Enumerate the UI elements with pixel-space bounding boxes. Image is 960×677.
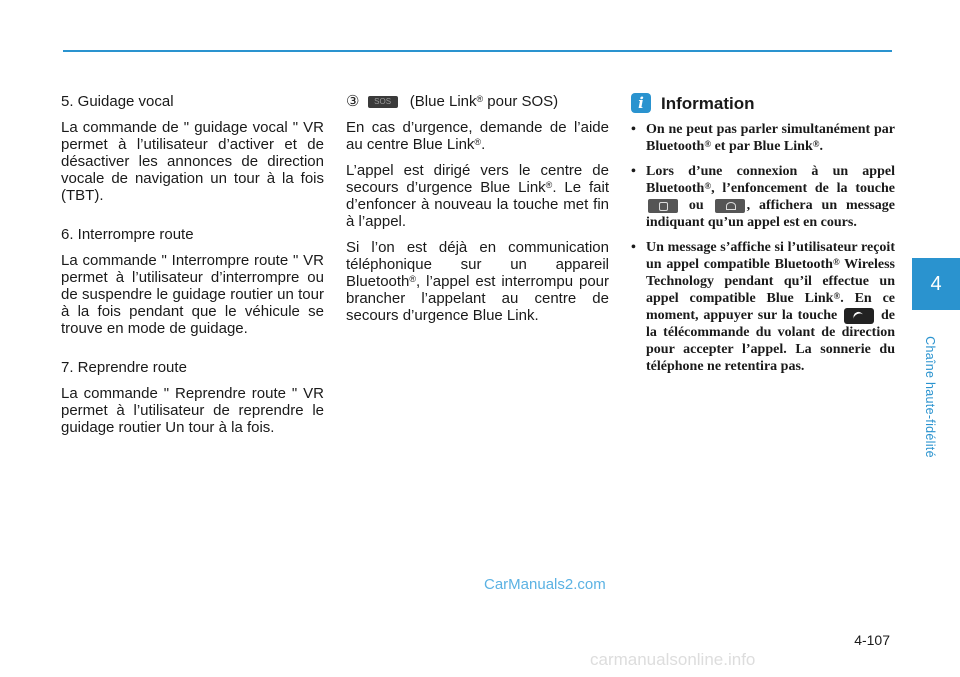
section-body-reprendre-route: La commande " Reprendre route " VR permet à l’utilisateur de reprendre le guidage routier Un tour à la fois.: [61, 385, 324, 436]
list-item: • Lors d’une connexion à un appel Bluetooth®, l’enfoncement de la touche ou , affichera un message indiquant qu’un appel est en cours.: [631, 163, 895, 231]
section-title-guidage-vocal: 5. Guidage vocal: [61, 93, 174, 110]
section-body-guidage-vocal: La commande de " guidage vocal " VR permet à l’utilisateur d’activer et de désactiver les annonces de direction vocale de navigation un tour à la fois (TBT).: [61, 119, 324, 204]
sos-paragraph-1: En cas d’urgence, demande de l’aide au centre Blue Link®.: [346, 119, 609, 153]
list-item: • On ne peut pas parler simultanément par Bluetooth® et par Blue Link®.: [631, 121, 895, 155]
section-body-interrompre-route: La commande " Interrompre route " VR permet à l’utilisateur d’interrompre ou de suspendre le guidage routier un tour à la fois pendant que le véhicule se trouve en mode de guidage.: [61, 252, 324, 337]
sos-paragraph-3: Si l’on est déjà en communication téléphonique sur un appareil Bluetooth®, l’appel est interrompu pour brancher l’appelant au centre de secours d’urgence Blue Link.: [346, 239, 609, 324]
information-box: [631, 93, 895, 383]
column-sos: [346, 93, 609, 333]
voice-key-icon: [715, 199, 745, 213]
watermark-carmanualsonline: carmanualsonline.info: [590, 650, 756, 669]
info-icon: i: [631, 93, 651, 113]
chapter-title: Chaîne haute-fidélité: [923, 336, 937, 458]
item-number: ③: [346, 93, 360, 110]
sos-paragraph-2: L’appel est dirigé vers le centre de secours d’urgence Blue Link®. Le fait d’enfoncer à nouveau la touche met fin à l’appel.: [346, 162, 609, 230]
column-voice-commands: [61, 93, 324, 445]
chapter-tab: 4: [912, 258, 960, 310]
sos-heading: ③ SOS (Blue Link® pour SOS): [346, 93, 559, 110]
information-list: [631, 121, 895, 375]
page-number: 4-107: [854, 632, 890, 648]
header-rule: [63, 50, 892, 52]
section-title-reprendre-route: 7. Reprendre route: [61, 359, 187, 376]
information-header: [631, 93, 895, 113]
call-answer-key-icon: [844, 308, 874, 324]
sos-key-icon: SOS: [368, 96, 398, 108]
section-title-interrompre-route: 6. Interrompre route: [61, 226, 194, 243]
list-item: • Un message s’affiche si l’utilisateur reçoit un appel compatible Bluetooth® Wireless Technology pendant qu’il effectue un appel compatible Blue Link®. En ce moment, appuyer sur la touche de la télécommande du volant de direction pour accepter l’appel. La sonnerie du téléphone ne retentira pas.: [631, 239, 895, 375]
watermark-carmanuals2: CarManuals2.com: [484, 576, 606, 593]
information-title: Information: [661, 93, 755, 113]
phone-key-icon: [648, 199, 678, 213]
